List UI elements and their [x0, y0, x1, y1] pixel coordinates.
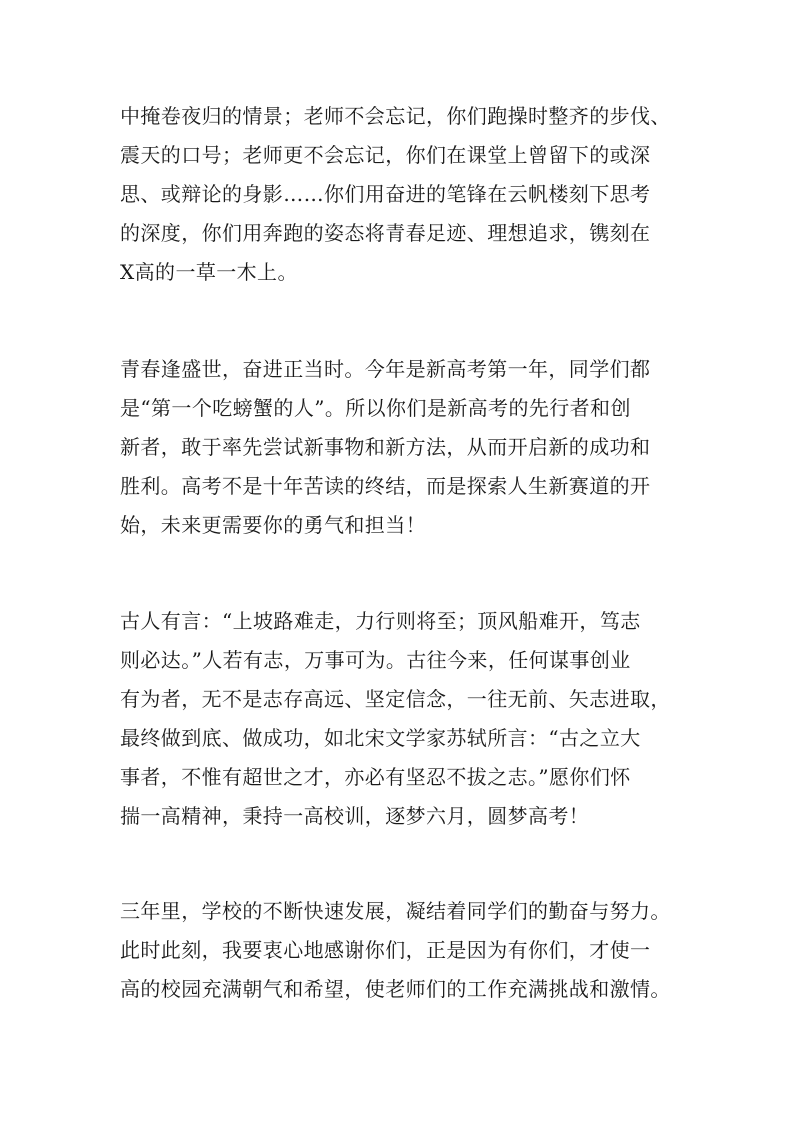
paragraph-line: 中掩卷夜归的情景；老师不会忘记，你们跑操时整齐的步伐、	[120, 104, 671, 128]
paragraph-line: 新者，敢于率先尝试新事物和新方法，从而开启新的成功和	[120, 435, 651, 459]
paragraph-line: 三年里，学校的不断快速发展，凝结着同学们的勤奋与努力。	[120, 899, 671, 923]
paragraph-line: 始，未来更需要你的勇气和担当！	[120, 513, 426, 537]
paragraph-line: 此时此刻，我要衷心地感谢你们，正是因为有你们，才使一	[120, 938, 651, 962]
paragraph-line: 的深度，你们用奔跑的姿态将青春足迹、理想追求，镌刻在	[120, 221, 651, 245]
paragraph-2	[120, 350, 690, 545]
paragraph-line: 有为者，无不是志存高远、坚定信念，一往无前、矢志进取，	[120, 687, 671, 711]
paragraph-line: 思、或辩论的身影……你们用奋进的笔锋在云帆楼刻下思考	[120, 182, 651, 206]
paragraph-4	[120, 892, 690, 1009]
paragraph-3	[120, 602, 690, 836]
paragraph-line: 最终做到底、做成功，如北宋文学家苏轼所言：“古之立大	[120, 726, 641, 750]
paragraph-line: 事者，不惟有超世之才，亦必有坚忍不拔之志。”愿你们怀	[120, 765, 631, 789]
paragraph-line: 古人有言：“上坡路难走，力行则将至；顶风船难开，笃志	[120, 609, 641, 633]
paragraph-line: 则必达。”人若有志，万事可为。古往今来，任何谋事创业	[120, 648, 631, 672]
paragraph-line: 高的校园充满朝气和希望，使老师们的工作充满挑战和激情。	[120, 977, 671, 1001]
paragraph-line: X高的一草一木上。	[120, 260, 298, 284]
paragraph-1	[120, 97, 690, 292]
paragraph-line: 震天的口号；老师更不会忘记，你们在课堂上曾留下的或深	[120, 143, 651, 167]
paragraph-line: 胜利。高考不是十年苦读的终结，而是探索人生新赛道的开	[120, 474, 651, 498]
paragraph-line: 是“第一个吃螃蟹的人”。所以你们是新高考的先行者和创	[120, 396, 631, 420]
paragraph-line: 青春逢盛世，奋进正当时。今年是新高考第一年，同学们都	[120, 357, 651, 381]
paragraph-line: 揣一高精神，秉持一高校训，逐梦六月，圆梦高考！	[120, 804, 590, 828]
